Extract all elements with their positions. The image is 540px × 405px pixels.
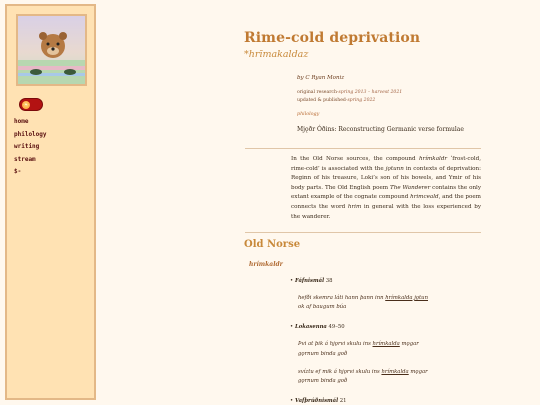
citation-ref: 49–50 [326, 324, 345, 331]
highlight-word: jǫtun [414, 295, 428, 301]
sidebar [5, 4, 96, 400]
bear-avatar-icon [18, 16, 87, 86]
divider [245, 232, 481, 233]
citation-source[interactable]: Vafþrúðnismál [295, 398, 339, 405]
nav-item-philology[interactable]: philology [14, 130, 47, 138]
citation-ref: 38 [324, 278, 333, 284]
citation-entry [290, 398, 486, 404]
page-title: Rime-cold deprivation [244, 30, 421, 46]
nav-item-stream[interactable]: stream [14, 155, 36, 163]
avatar[interactable] [16, 14, 87, 86]
original-date-value: spring 2013 – harvest 2021 [338, 90, 403, 95]
verse-quote: hefði skemra láti hann þann inn hrímkalda jǫtun ok af baugum búa [298, 295, 428, 311]
highlight-word: hrímkalda [385, 295, 413, 301]
dates: original research·spring 2013 – harvest 2021 updated & published·spring 2022 [297, 90, 403, 103]
abstract-term: jǫtunn [385, 165, 404, 172]
abstract-term: hrimceald [410, 194, 439, 201]
article-meta [297, 75, 484, 133]
verse-quote: svíztu ef mik á hjǫrvi skulu ins hrímkalda mǫgar gǫrnum binda goð [298, 368, 428, 385]
citation-ref: 21 [338, 398, 347, 405]
series-title[interactable]: Mjǫðr Óðins: Reconstructing Germanic verse formulae [297, 126, 464, 133]
sidebar-nav [14, 116, 47, 179]
updated-date-value: spring 2022 [347, 97, 376, 103]
citation-entry [290, 324, 486, 386]
divider [245, 148, 481, 149]
nav-item-writing[interactable]: writing [14, 143, 40, 150]
citation-source[interactable]: Fáfnismál [295, 278, 325, 284]
tag-link[interactable]: philology [297, 112, 320, 117]
citation-entry [290, 278, 486, 312]
highlight-word: hrímkalda [381, 368, 409, 375]
abstract-term: hrímkaldr [418, 156, 448, 162]
highlight-word: hrímkalda [372, 341, 400, 348]
abstract-term: hrim [347, 203, 362, 210]
section-heading: Old Norse [244, 239, 301, 250]
theme-toggle[interactable] [19, 98, 43, 111]
article-header [244, 30, 484, 133]
citation-source[interactable]: Lokasenna [295, 324, 327, 331]
page-subtitle: *hrīmakaldaz [244, 49, 309, 60]
byline: by C Ryan Moniz [297, 75, 345, 81]
updated-date-label: updated & published [297, 97, 346, 103]
subsection-heading: hrímkaldr [249, 261, 283, 268]
nav-item-home[interactable]: home [14, 118, 29, 125]
nav-item-shell[interactable]: $- [14, 168, 22, 175]
abstract: In the Old Norse sources, the compound hrímkaldr ‘frost-cold, rime-cold’ is associated with the jǫtunn in contexts of deprivation: Reginn of his treasure, Loki’s son of his bowels, and Ymir of his body parts. The Old English poem The Wanderer contains the only extant example of the cognate compound hrimceald, and the poem connects the word hrim in general with the loss experienced by the wanderer. [291, 156, 481, 220]
original-date-label: original research [297, 90, 337, 95]
sun-icon: ☀ [22, 101, 30, 109]
verse-quote: Þvi at þik á hjǫrvi skulu ins hrímkalda mǫgar gǫrnum binda goð [298, 341, 419, 357]
citation-list [290, 278, 486, 404]
abstract-title: The Wanderer [390, 184, 431, 191]
